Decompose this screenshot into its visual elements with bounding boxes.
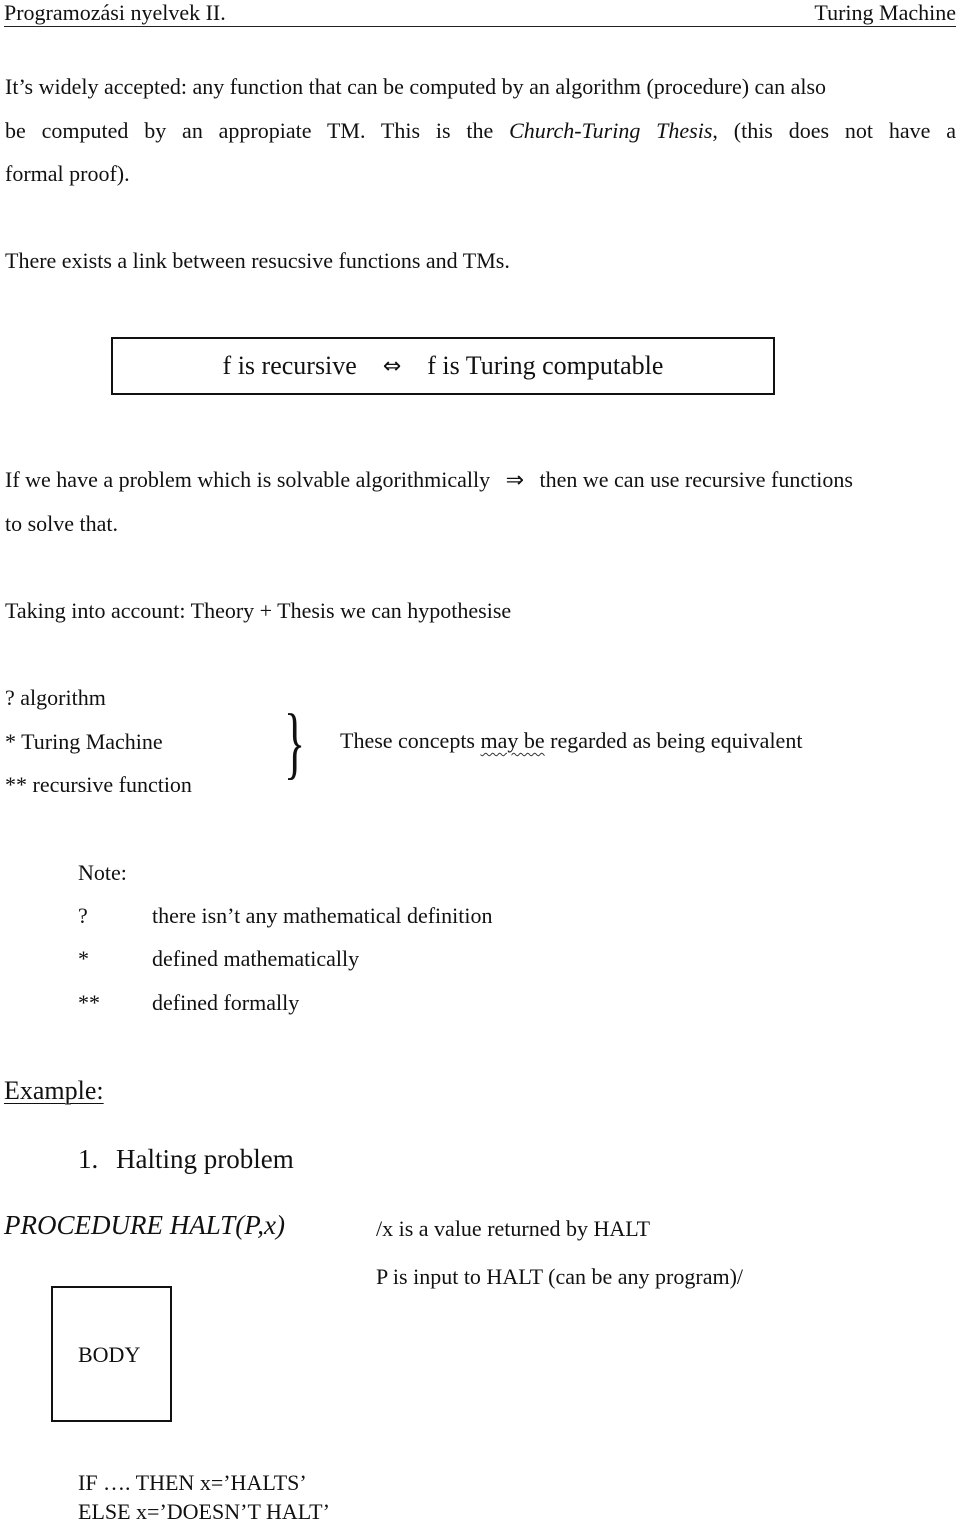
iff-arrow-icon: ⇔ (382, 353, 402, 379)
equivalence-left: f is recursive (222, 351, 357, 380)
note-label: Note: (78, 860, 127, 885)
intro-line-3: formal proof). (5, 161, 130, 186)
note-mark-3: ** (78, 990, 100, 1015)
concept-item-turing-machine: * Turing Machine (5, 729, 163, 754)
example-item-title: Halting problem (116, 1144, 294, 1174)
header-divider (4, 26, 956, 27)
concept-item-recursive-function: ** recursive function (5, 772, 192, 797)
note-text-1: there isn’t any mathematical definition (152, 903, 493, 928)
procedure-signature: PROCEDURE HALT(P,x) (4, 1210, 285, 1240)
problem-line-2: to solve that. (5, 511, 119, 536)
note-text-2: defined mathematically (152, 946, 360, 971)
example-label: Example: (4, 1076, 104, 1105)
statement-post: regarded as being equivalent (544, 728, 803, 753)
statement-wavy-phrase: may be (480, 728, 545, 753)
implies-arrow-icon: ⇒ (505, 468, 525, 493)
problem-pre: If we have a problem which is solvable algorithmically (5, 467, 491, 492)
header-right-title: Turing Machine (814, 0, 956, 25)
body-box (51, 1286, 172, 1422)
else-line: ELSE x=’DOESN’T HALT’ (78, 1499, 330, 1524)
header-left-title: Programozási nyelvek II. (4, 0, 226, 25)
link-sentence: There exists a link between resucsive functions and TMs. (5, 248, 510, 273)
example-item-number: 1. (78, 1144, 99, 1174)
concept-item-algorithm: ? algorithm (5, 685, 106, 710)
procedure-comment-1: /x is a value returned by HALT (376, 1216, 651, 1241)
body-label: BODY (78, 1342, 141, 1367)
hypothesis-line: Taking into account: Theory + Thesis we can hypothesise (5, 598, 512, 623)
equivalence-box (111, 337, 775, 395)
problem-line-1 (5, 467, 853, 493)
equivalence-right: f is Turing computable (427, 351, 664, 380)
church-turing-thesis-term: Church-Turing Thesis (509, 118, 713, 143)
right-brace-icon: } (284, 699, 306, 787)
note-mark-2: * (78, 946, 89, 971)
intro-line-2 (5, 118, 956, 148)
note-text-3: defined formally (152, 990, 300, 1015)
problem-post: then we can use recursive functions (539, 467, 853, 492)
intro-line-2-pre: be computed by an appropiate TM. This is the (5, 118, 510, 143)
concepts-statement (340, 728, 802, 754)
intro-line-1: It’s widely accepted: any function that can be computed by an algorithm (procedure) can also (5, 74, 827, 99)
statement-pre: These concepts (340, 728, 481, 753)
intro-line-2-post: , (this does not have a (712, 118, 956, 143)
procedure-comment-2: P is input to HALT (can be any program)/ (376, 1264, 744, 1289)
if-line: IF …. THEN x=’HALTS’ (78, 1470, 307, 1495)
note-mark-1: ? (78, 903, 88, 928)
